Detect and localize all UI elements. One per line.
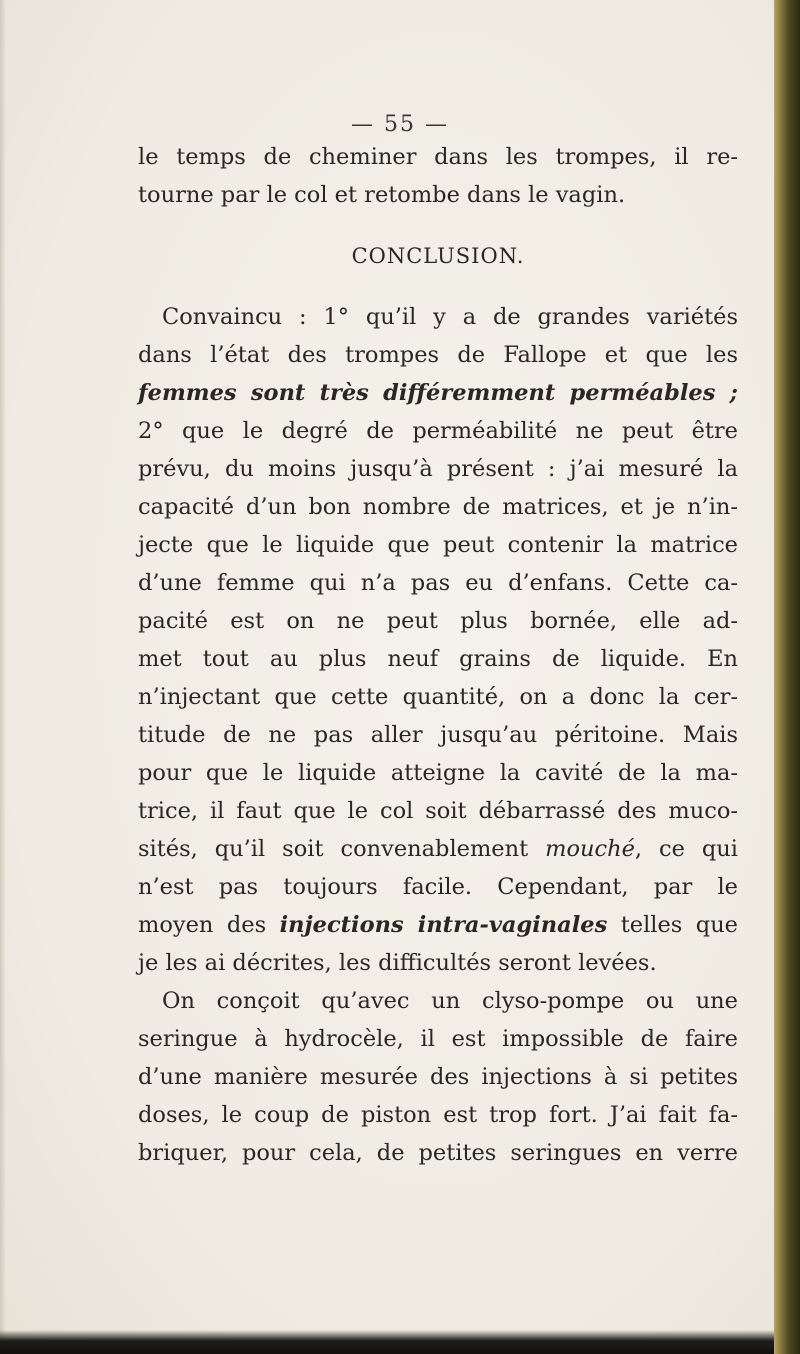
emphasis-text: injections intra-vaginales <box>279 912 608 938</box>
text-line: d’une manière mesurée des injections à si petites <box>138 1064 738 1090</box>
text-line: seringue à hydrocèle, il est impossible de faire <box>138 1026 738 1052</box>
section-heading: CONCLUSION. <box>351 244 525 268</box>
text-line: jecte que le liquide que peut contenir la matrice <box>138 532 738 558</box>
text-line: Convaincu : 1° qu’il y a de grandes variétés <box>162 304 738 330</box>
page-text <box>138 138 738 1172</box>
text-line: pacité est on ne peut plus bornée, elle ad- <box>138 608 738 634</box>
text-line: d’une femme qui n’a pas eu d’enfans. Cette ca- <box>138 570 738 596</box>
text-line: doses, le coup de piston est trop fort. J’ai fait fa- <box>138 1102 738 1128</box>
text-line: met tout au plus neuf grains de liquide. En <box>138 646 738 672</box>
text-line: titude de ne pas aller jusqu’au péritoine. Mais <box>138 722 738 748</box>
text-line: On conçoit qu’avec un clyso-pompe ou une <box>162 988 738 1014</box>
text-segment: sités, qu’il soit convenablement <box>138 836 529 862</box>
text-segment: , ce qui <box>634 836 738 862</box>
text-line: pour que le liquide atteigne la cavité de la ma- <box>138 760 738 786</box>
text-line: n’injectant que cette quantité, on a donc la cer- <box>138 684 738 710</box>
text-line: 2° que le degré de perméabilité ne peut être <box>138 418 738 444</box>
text-line: je les ai décrites, les difficultés seront levées. <box>138 950 657 976</box>
text-line: trice, il faut que le col soit débarrassé des muco- <box>138 798 738 824</box>
text-line: le temps de cheminer dans les trompes, il re- <box>138 144 738 170</box>
page-number: — 55 — <box>351 112 449 137</box>
text-line: dans l’état des trompes de Fallope et que les <box>138 342 738 368</box>
text-line: prévu, du moins jusqu’à présent : j’ai mesuré la <box>138 456 738 482</box>
page-left-edge <box>0 0 6 1354</box>
emphasis-text: mouché <box>545 836 635 862</box>
book-binding-edge <box>774 0 800 1354</box>
text-line <box>138 906 738 944</box>
text-segment: telles que <box>620 912 738 938</box>
text-line: briquer, pour cela, de petites seringues en verre <box>138 1140 738 1166</box>
text-segment: moyen des <box>138 912 267 938</box>
text-line: tourne par le col et retombe dans le vagin. <box>138 182 626 208</box>
text-line: capacité d’un bon nombre de matrices, et je n’in- <box>138 494 738 520</box>
scan-bottom-shadow <box>0 1330 774 1354</box>
emphasis-text: femmes sont très différemment perméables ; <box>138 380 738 406</box>
text-line: n’est pas toujours facile. Cependant, par le <box>138 874 738 900</box>
text-line <box>138 374 738 412</box>
text-line <box>138 830 738 868</box>
